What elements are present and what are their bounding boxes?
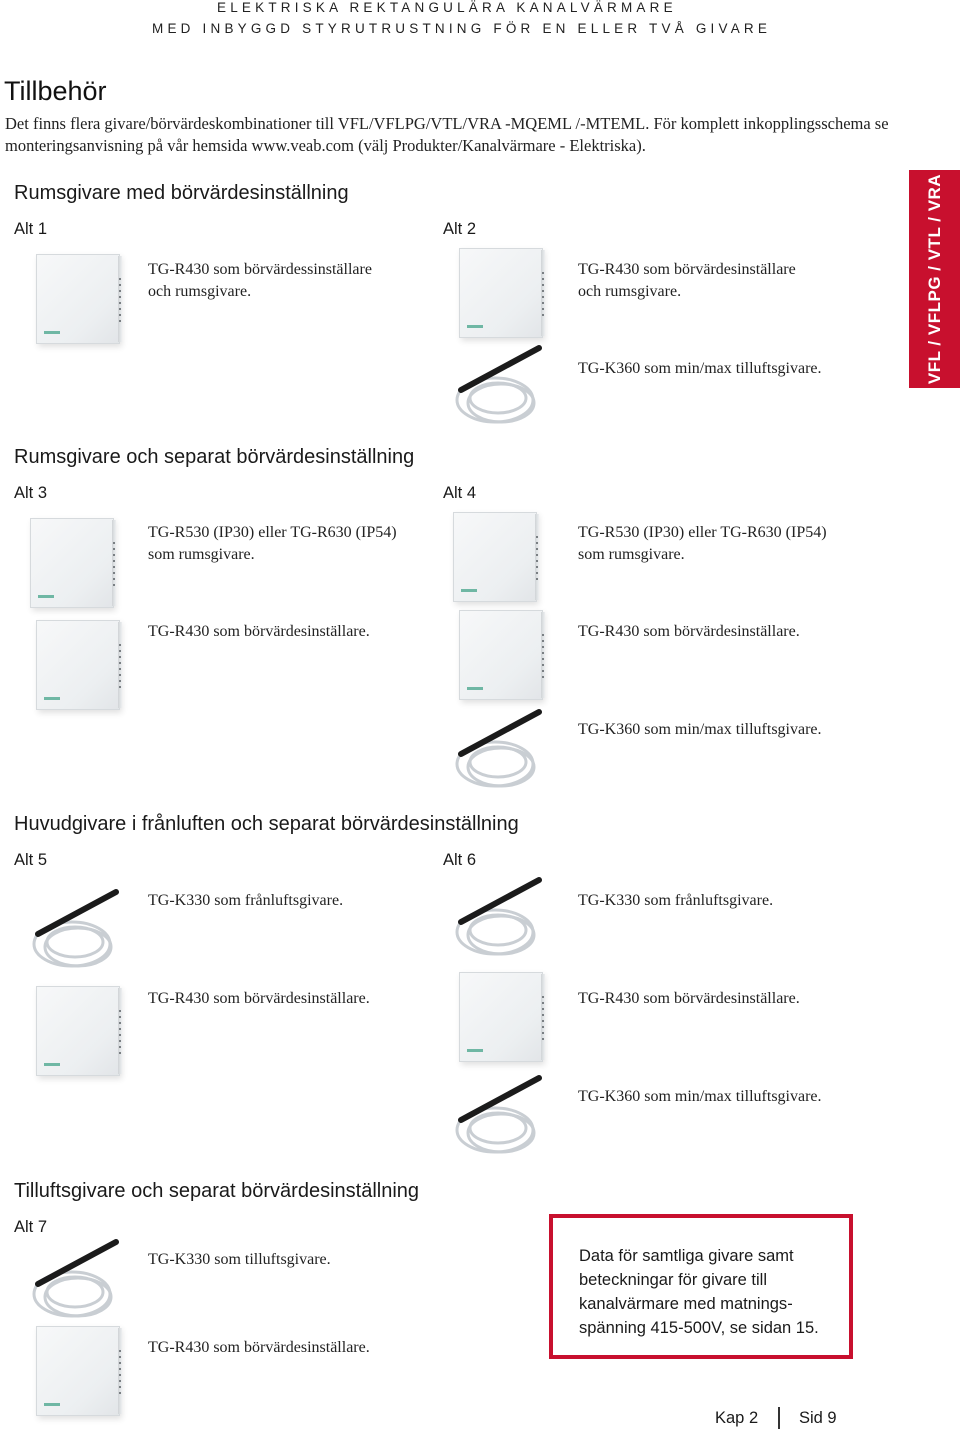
alt2-item1: TG-R430 som börvärdesinställare och rumsgivare.	[578, 261, 796, 300]
alt-label-7: Alt 7	[14, 1218, 48, 1236]
footer-separator	[778, 1407, 780, 1429]
duct-sensor-probe-icon	[28, 1234, 126, 1326]
alt7-item1: TG-K330 som tilluftsgivare.	[148, 1251, 331, 1268]
room-sensor-unit-icon	[453, 512, 543, 604]
footer-chapter: Kap 2	[715, 1409, 759, 1427]
room-sensor-unit-icon	[36, 986, 126, 1078]
section-title-2: Rumsgivare och separat börvärdesinställning	[14, 446, 415, 468]
page-title: Tillbehör	[4, 76, 107, 106]
alt-label-4: Alt 4	[443, 484, 477, 502]
alt-label-1: Alt 1	[14, 220, 48, 238]
alt-label-3: Alt 3	[14, 484, 48, 502]
alt7-item2: TG-R430 som börvärdesinställare.	[148, 1339, 370, 1356]
alt3-item2: TG-R430 som börvärdesinställare.	[148, 623, 370, 640]
room-sensor-unit-icon	[30, 518, 120, 610]
section-title-1: Rumsgivare med börvärdesinställning	[14, 182, 349, 204]
room-sensor-unit-icon	[459, 610, 549, 702]
alt4-item3: TG-K360 som min/max tilluftsgivare.	[578, 721, 822, 738]
alt-label-5: Alt 5	[14, 851, 48, 869]
info-box-text: Data för samtliga givare samt beteckningar för givare till kanalvärmare med matningsspänning 415-500V, se sidan 15.	[579, 1247, 819, 1337]
duct-sensor-probe-icon	[451, 872, 549, 964]
alt2-item2: TG-K360 som min/max tilluftsgivare.	[578, 360, 822, 377]
alt6-item2: TG-R430 som börvärdesinställare.	[578, 990, 800, 1007]
alt6-item1: TG-K330 som frånluftsgivare.	[578, 892, 774, 909]
alt-label-2: Alt 2	[443, 220, 477, 238]
alt6-item3: TG-K360 som min/max tilluftsgivare.	[578, 1088, 822, 1105]
room-sensor-unit-icon	[36, 254, 126, 346]
section-title-4: Tilluftsgivare och separat börvärdesinställning	[14, 1180, 420, 1202]
duct-sensor-probe-icon	[451, 340, 549, 432]
alt4-item1: TG-R530 (IP30) eller TG-R630 (IP54) som rumsgivare.	[578, 524, 827, 563]
side-tab-label: VFL / VFLPG / VTL / VRA	[924, 173, 944, 385]
room-sensor-unit-icon	[459, 248, 549, 340]
room-sensor-unit-icon	[36, 620, 126, 712]
alt4-item2: TG-R430 som börvärdesinställare.	[578, 623, 800, 640]
section-title-3: Huvudgivare i frånluften och separat börvärdesinställning	[14, 813, 519, 835]
side-tab	[909, 170, 960, 388]
room-sensor-unit-icon	[459, 972, 549, 1064]
header-line-1: ELEKTRISKA REKTANGULÄRA KANALVÄRMARE	[217, 0, 677, 15]
alt-label-6: Alt 6	[443, 851, 477, 869]
header-line-2: MED INBYGGD STYRUTRUSTNING FÖR EN ELLER TVÅ GIVARE	[152, 21, 772, 36]
alt5-item2: TG-R430 som börvärdesinställare.	[148, 990, 370, 1007]
alt5-item1: TG-K330 som frånluftsgivare.	[148, 892, 344, 909]
alt1-item1: TG-R430 som börvärdessinställare och rumsgivare.	[148, 261, 372, 300]
info-box	[549, 1214, 853, 1359]
duct-sensor-probe-icon	[451, 1070, 549, 1162]
alt3-item1: TG-R530 (IP30) eller TG-R630 (IP54) som rumsgivare.	[148, 524, 397, 563]
footer-page: Sid 9	[799, 1409, 837, 1427]
duct-sensor-probe-icon	[28, 884, 126, 976]
duct-sensor-probe-icon	[451, 704, 549, 796]
room-sensor-unit-icon	[36, 1326, 126, 1418]
intro-paragraph: Det finns flera givare/börvärdeskombinationer till VFL/VFLPG/VTL/VRA -MQEML /-MTEML. För komplett inkopplingsschema se monteringsanvisning på vår hemsida www.veab.com (välj Produkter/Kanalvärmare - Elektriska).	[5, 114, 889, 155]
